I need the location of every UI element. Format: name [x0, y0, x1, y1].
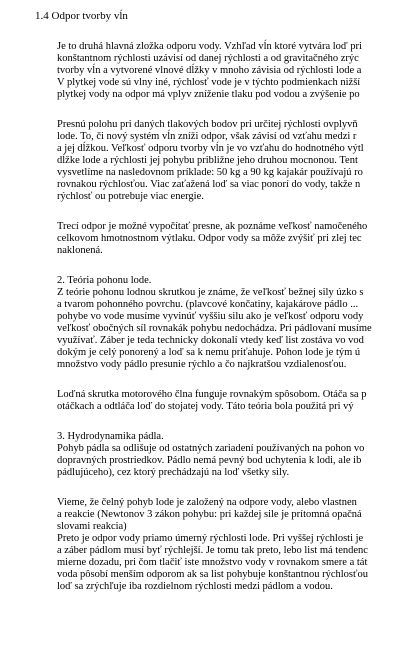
- text-line: voda pôsobí menším odporom ak sa list pohybuje konštantnou rýchlosťou: [57, 569, 369, 580]
- text-line: pohybe vo vode musíme vyvinúť vyššiu silu ako je veľkosť odporu vody: [57, 311, 364, 322]
- section-heading: 1.4 Odpor tvorby vĺn: [35, 10, 128, 22]
- text-line: dopravných prostriedkov. Pádlo nemá pevný bod uchytenia k lodi, ale ib: [57, 455, 362, 466]
- text-line: Trecí odpor je možné vypočítať presne, ak poznáme veľkosť namočeného: [57, 221, 368, 232]
- text-line: otáčkach a odtláča loď do stojatej vody. Táto teória bola použitá pri vý: [57, 401, 354, 412]
- text-line: a záber pádlom musí byť rýchlejší. Je tomu tak preto, lebo list má tendenc: [57, 545, 368, 556]
- text-line: loď sa zrýchľuje iba rozdielnom rýchlosti medzi pádlom a vodou.: [57, 581, 333, 592]
- text-line: tvorby vĺn a vytvorené vlnové dĺžky v mnoho závisia od rýchlosti lode a: [57, 65, 362, 76]
- text-line: Je to druhá hlavná zložka odporu vody. Vzhľad vĺn ktoré vytvára loď pri: [57, 41, 362, 52]
- text-line: rýchlosť ou potrebuje viac energie.: [57, 191, 204, 202]
- text-line: Vieme, že čelný pohyb lode je založený na odpore vody, alebo vlastnen: [57, 497, 357, 508]
- text-line: naklonená.: [57, 245, 103, 256]
- text-line: dĺžke lode a rýchlosti jej pohybu približne jeho druhou mocnonou. Tent: [57, 155, 358, 166]
- text-line: a tvarom pohonného povrchu. (plavcové končatiny, kajakárove pádlo ...: [57, 299, 359, 310]
- text-line: veľkosť obočných síl rovnakák pohybu nedochádza. Pri pádlovaní musíme: [57, 323, 372, 334]
- text-line: mierne dozadu, pri čom tlačiť iste množstvo vody v rovnakom smere a tát: [57, 557, 368, 568]
- text-line: dokým je celý ponorený a loď sa k nemu priťahuje. Pohon lode je tým ú: [57, 347, 361, 358]
- text-line: Preto je odpor vody priamo úmerný rýchlosti lode. Pri vyššej rýchlosti je: [57, 533, 364, 544]
- text-line: a jej dĺžkou. Veľkosť odporu tvorby vĺn je vo vzťahu do hodnotného výtl: [57, 143, 364, 154]
- text-line: Presnú polohu pri daných tlakových bodov pri určitej rýchlosti ovplyvň: [57, 119, 358, 130]
- text-line: konštantnom rýchlosti uzávisí od danej rýchlosti a od gravitačného zrýc: [57, 53, 359, 64]
- text-line: a reakcie (Newtonov 3 zákon pohybu: pri každej sile je prítomná opačná: [57, 509, 362, 520]
- text-line: pádlujúceho), cez ktorý prechádzajú na loď všetky sily.: [57, 467, 290, 478]
- text-line: lode. To, či nový systém vĺn zníži odpor, však závisí od vzťahu medzi r: [57, 131, 357, 142]
- text-line: 2. Teória pohonu lode.: [57, 275, 152, 286]
- text-line: Pohyb pádla sa odlišuje od ostatných zariadení používaných na pohon vo: [57, 443, 365, 454]
- text-line: slovami reakcia): [57, 521, 127, 532]
- text-line: plytkej vody na odpor má vplyv zníženie tlaku pod vodou a zvýšenie po: [57, 89, 360, 100]
- text-line: celkovom hmotnostnom výtlaku. Odpor vody sa môže zvýšiť pri zlej tec: [57, 233, 362, 244]
- text-line: V plytkej vode sú vlny iné, rýchlosť vode je v týchto podmienkach nižší: [57, 77, 361, 88]
- text-line: využívať. Záber je teda technicky dokonalí vtedy keď list zostáva vo vod: [57, 335, 364, 346]
- text-line: množstvo vody pádlo presunie rýchlo a čo najkratšou vzdialenosťou.: [57, 359, 347, 370]
- text-line: Loďná skrutka motorového člna funguje rovnakým spôsobom. Otáča sa p: [57, 389, 367, 400]
- text-line: 3. Hydrodynamika pádla.: [57, 431, 164, 442]
- text-line: Z teórie pohonu lodnou skrutkou je známe, že veľkosť bežnej sily úzko s: [57, 287, 364, 298]
- text-line: vysvetlíme na nasledovnom príklade: 50 kg a 90 kg kajakár používajú ro: [57, 167, 363, 178]
- text-line: rovnakou rýchlosťou. Viac zaťažená loď sa viac ponorí do vody, takže n: [57, 179, 361, 190]
